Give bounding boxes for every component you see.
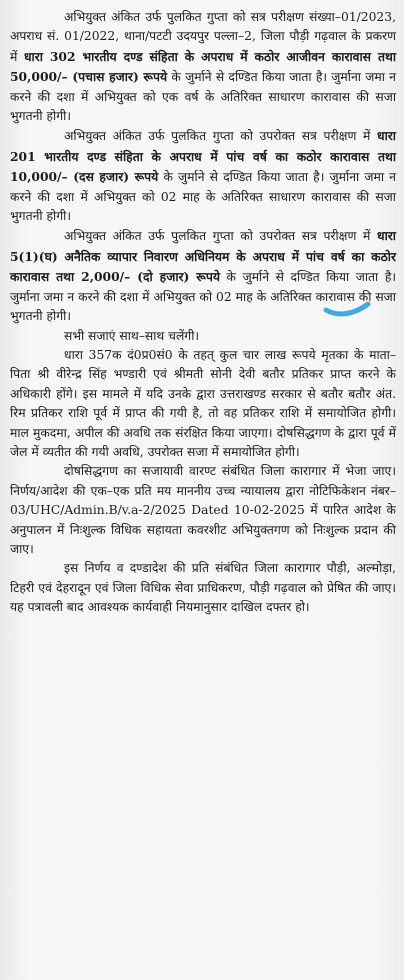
text-run: सभी सजाएं साथ–साथ चलेंगी। (64, 328, 200, 343)
text-run: धारा 357क दं0प्र0सं0 के तहत् कुल चार लाख रूपये मृतका के माता–पिता श्री वीरेन्द्र सिंह भण्डारी एवं श्रीमती सोनी देवी बतौर प्रतिकर प्राप्त करने के अधिकारी होंगे। इस मामले में यदि उनके द्वारा उत्तराखण्ड सरकार से बतौर बतौर अंत. रिम प्रतिकर राशि पूर्व में प्राप्त की गयी है, तो वह प्रतिकर राशि में समायोजित होगी। माल मुकदमा, अपील की अवधि तक संरक्षित किया जाएगा। दोषसिद्धगण के द्वारा पूर्व में जेल में व्यतीत की गयी अवधि, उपरोक्त सजा में समायोजित होगी। (10, 347, 396, 459)
text-run: अभियुक्त अंकित उर्फ पुलकित गुप्ता को सत्र परीक्षण संख्या–01/2023, अपराध सं. 01/2022, थाना/पटटी उदयपुर पल्ला–2, जिला पौड़ी गढ़वाल के प्रकरण में (10, 10, 396, 64)
text-run: दोषसिद्धगण का सजायावी वारण्ट संबंधित जिला कारागार में भेजा जाए। निर्णय/आदेश की एक–एक प्रति मय माननीय उच्च न्यायालय द्वारा नोटिफिकेशन नंबर–03/UHC/Admin.B/v.a-2/2025 Dated 10-02-2025 में पारित आदेश के अनुपालन में निःशुल्क विधिक सहायता कवरशीट अभियुक्तगण को निःशुल्क प्रदान की जाए। (10, 464, 396, 556)
text-run: के जुर्माने से दण्डित किया जाता है। जुर्माना जमा न करने की दशा में अभियुक्त को एक वर्ष के अतिरिक्त साधारण कारावास की सजा भुगतनी होगी। (10, 70, 397, 124)
text-run: अभियुक्त अंकित उर्फ पुलकित गुप्ता को उपरोक्त सत्र परीक्षण में (64, 129, 378, 144)
text-run: अभियुक्त अंकित उर्फ पुलकित गुप्ता को उपरोक्त सत्र परीक्षण में (64, 229, 378, 244)
paragraph-concurrent-sentences (10, 327, 396, 346)
bold-text-run: धारा 5(1)(घ) अनैतिक व्यापार निवारण अधिनियम के अपराध में पांच वर्ष का कठोर कारावास तथा 2,000/– (दो हजार) रूपये (10, 228, 396, 285)
text-run: के जुर्माने से दण्डित किया जाता है। जुर्माना जमा न करने की दशा में अभियुक्त को 02 माह के अतिरिक्त कारावास की सजा भुगतनी होगी। (10, 270, 397, 324)
paragraph-warrant-legal-aid (10, 462, 396, 559)
bold-text-run: धारा 201 भारतीय दण्ड संहिता के अपराध में पांच वर्ष का कठोर कारावास तथा 10,000/– (दस हजार) रूपये (10, 128, 396, 185)
blue-pen-mark (322, 300, 372, 318)
text-run: इस निर्णय व दण्डादेश की प्रति संबंधित जिला कारागार पौड़ी, अल्मोड़ा, टिहरी एवं देहरादून एवं जिला विधिक सेवा प्राधिकरण, पौड़ी गढ़वाल को प्रेषित की जाए। यह पत्रावली बाद आवश्यक कार्यवाही नियमानुसार दाखिल दफ्तर हो। (10, 561, 396, 615)
text-run: के जुर्माने से दण्डित किया जाता है। जुर्माना जमा न करने की दशा में अभियुक्त को 02 माह के अतिरिक्त साधारण कारावास की सजा भुगतनी होगी। (10, 170, 396, 224)
paragraph-copy-distribution (10, 559, 396, 617)
bold-text-run: धारा 302 भारतीय दण्ड संहिता के अपराध में कठोर आजीवन कारावास तथा 50,000/– (पचास हजार) रूपये (10, 48, 397, 85)
paragraph-sentence-302 (10, 8, 396, 126)
paragraph-compensation (10, 346, 396, 462)
paragraph-sentence-201 (10, 126, 396, 226)
